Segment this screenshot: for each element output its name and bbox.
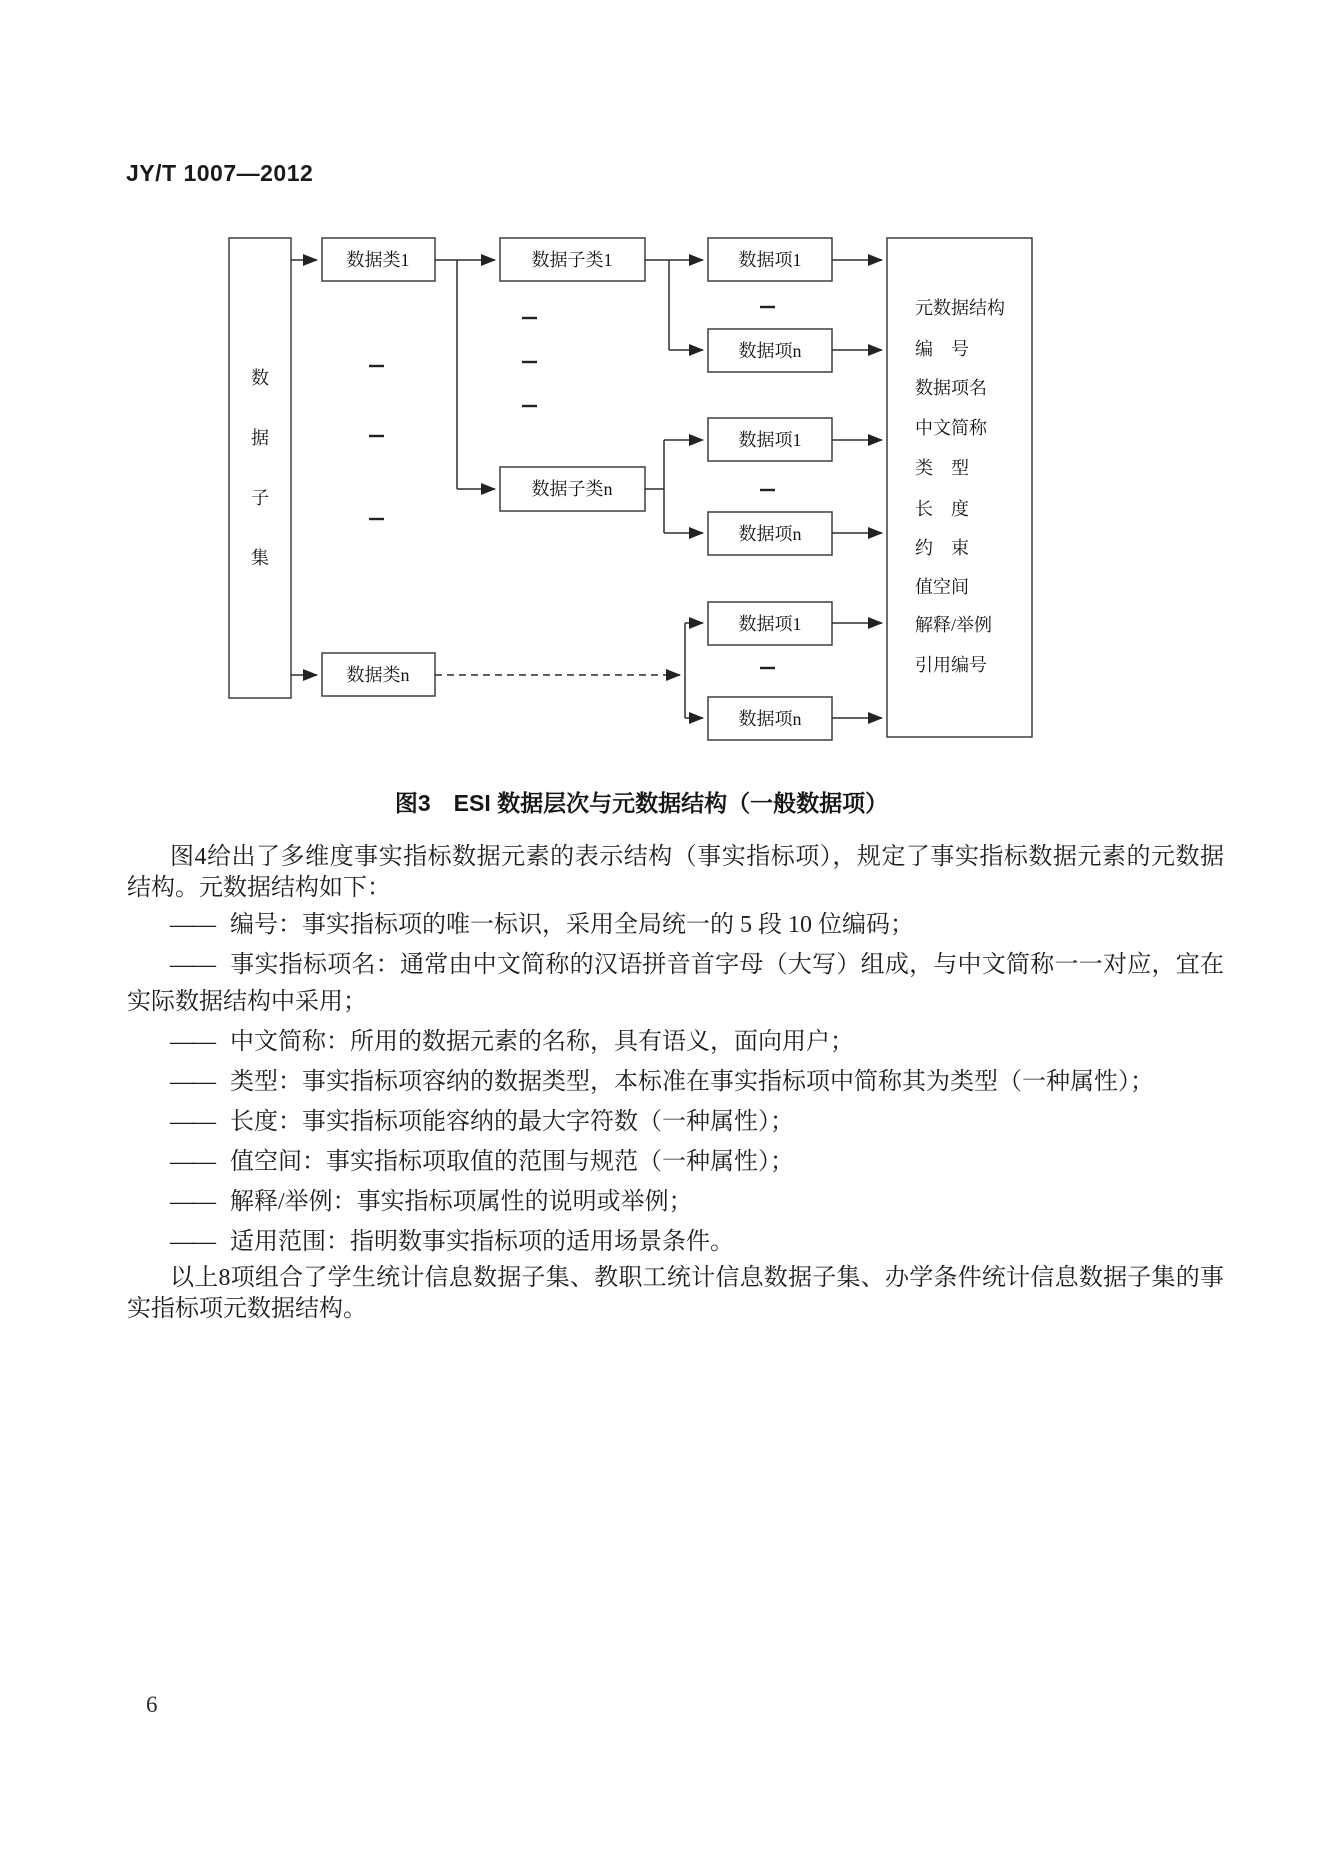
metadata-item: 数据项名 <box>915 378 987 398</box>
list-dash: —— <box>170 1189 214 1215</box>
page-number: 6 <box>146 1692 158 1717</box>
svg-text:数据项1: 数据项1 <box>738 250 802 270</box>
list-item <box>127 947 1224 1021</box>
list-dash: —— <box>170 1069 214 1095</box>
svg-text:数据项n: 数据项n <box>738 524 802 544</box>
list-item <box>127 1184 1224 1221</box>
list-item-text: 事实指标项名：通常由中文简称的汉语拼音首字母（大写）组成，与中文简称一一对应，宜在实际数据结构中采用； <box>127 952 1224 1015</box>
list-item <box>127 1024 1224 1061</box>
list-dash: —— <box>170 1029 214 1055</box>
svg-text:数据项n: 数据项n <box>738 709 802 729</box>
body-text <box>127 842 1224 1325</box>
metadata-item: 长 度 <box>915 499 969 519</box>
metadata-item: 元数据结构 <box>915 298 1005 318</box>
list-item-text: 类型：事实指标项容纳的数据类型，本标准在事实指标项中简称其为类型（一种属性）； <box>230 1069 1154 1095</box>
metadata-item: 约 束 <box>915 538 969 558</box>
list-dash: —— <box>170 1109 214 1135</box>
node-data-class-1 <box>322 238 435 281</box>
metadata-item: 类 型 <box>915 458 969 478</box>
dataset-char: 数 <box>251 368 269 388</box>
svg-text:数据类n: 数据类n <box>346 665 410 685</box>
list-item <box>127 1224 1224 1261</box>
node-data-item-nb <box>708 512 832 555</box>
metadata-item: 引用编号 <box>915 655 987 675</box>
list-item <box>127 1064 1224 1101</box>
list-dash: —— <box>170 1149 214 1175</box>
list-item-text: 解释/举例：事实指标项属性的说明或举例； <box>230 1189 693 1215</box>
node-data-item-na <box>708 329 832 372</box>
list-dash: —— <box>170 952 214 978</box>
node-data-item-nc <box>708 697 832 740</box>
metadata-item: 中文简称 <box>915 418 987 438</box>
list-dash: —— <box>170 1229 214 1255</box>
metadata-item: 解释/举例 <box>915 615 993 635</box>
svg-text:数据项1: 数据项1 <box>738 430 802 450</box>
metadata-item: 编 号 <box>915 339 969 359</box>
node-data-item-1c <box>708 602 832 645</box>
node-data-item-1b <box>708 418 832 461</box>
list-item <box>127 1104 1224 1141</box>
dataset-char: 子 <box>251 488 269 508</box>
paragraph: 以上8项组合了学生统计信息数据子集、教职工统计信息数据子集、办学条件统计信息数据子集的事实指标项元数据结构。 <box>127 1265 1224 1322</box>
list-item-text: 长度：事实指标项能容纳的最大字符数（一种属性）； <box>230 1109 794 1135</box>
svg-text:数据子类n: 数据子类n <box>531 479 613 499</box>
dataset-char: 集 <box>251 548 269 568</box>
node-data-item-1a <box>708 238 832 281</box>
svg-text:数据项1: 数据项1 <box>738 614 802 634</box>
metadata-item: 值空间 <box>915 577 969 597</box>
svg-text:数据子类1: 数据子类1 <box>531 250 613 270</box>
figure3-diagram <box>0 0 1323 780</box>
svg-text:数据项n: 数据项n <box>738 341 802 361</box>
node-data-subclass-1 <box>500 238 645 281</box>
list-item-text: 编号：事实指标项的唯一标识，采用全局统一的 5 段 10 位编码； <box>230 912 914 938</box>
dataset-char: 据 <box>251 428 269 448</box>
list-item <box>127 1144 1224 1181</box>
list-item-text: 中文简称：所用的数据元素的名称，具有语义，面向用户； <box>230 1029 854 1055</box>
node-metadata-structure <box>887 238 1032 737</box>
document-code: JY/T 1007—2012 <box>126 160 314 186</box>
node-dataset <box>229 238 291 698</box>
node-data-class-n <box>322 653 435 696</box>
list-item-text: 适用范围：指明数事实指标项的适用场景条件。 <box>230 1229 734 1255</box>
svg-text:数据类1: 数据类1 <box>346 250 410 270</box>
paragraph: 图4给出了多维度事实指标数据元素的表示结构（事实指标项），规定了事实指标数据元素的元数据结构。元数据结构如下： <box>127 844 1224 901</box>
list-dash: —— <box>170 912 214 938</box>
figure-caption: 图3 ESI 数据层次与元数据结构（一般数据项） <box>394 790 889 816</box>
list-item <box>127 907 1224 944</box>
node-data-subclass-n <box>500 467 645 511</box>
list-item-text: 值空间：事实指标项取值的范围与规范（一种属性）； <box>230 1149 794 1175</box>
